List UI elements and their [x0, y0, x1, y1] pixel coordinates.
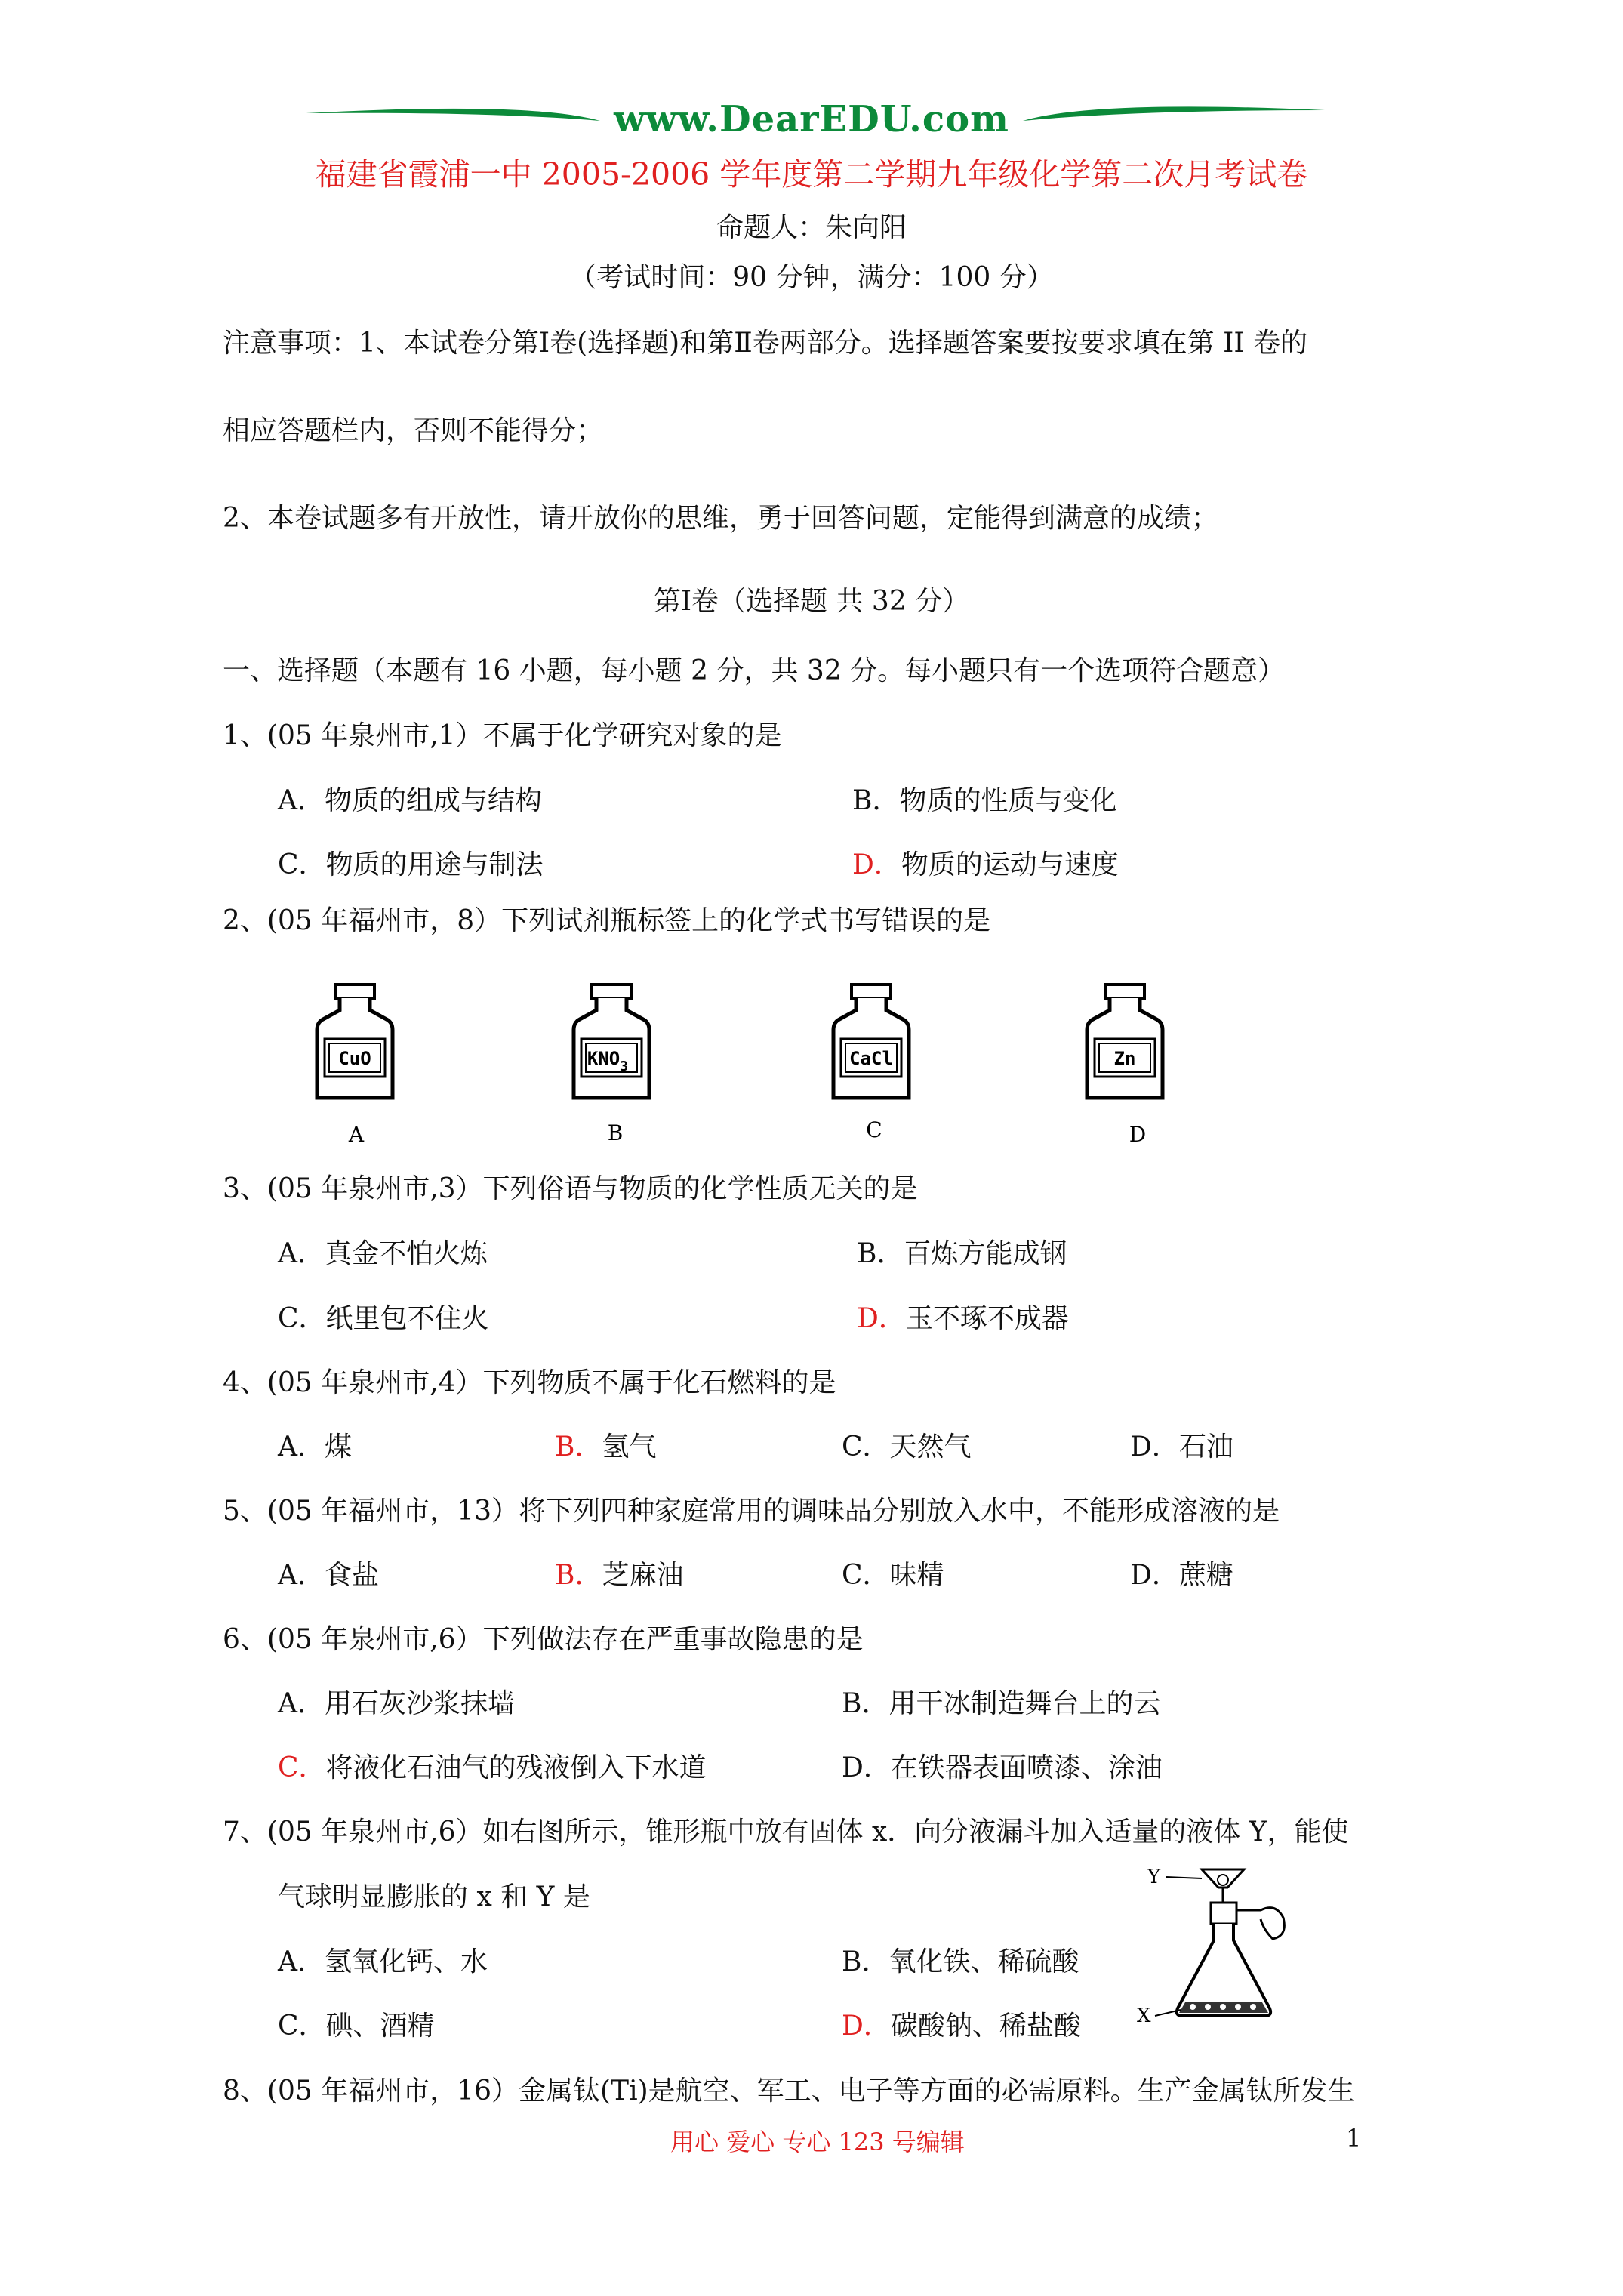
bottle-c — [833, 985, 909, 1098]
option-letter: B． — [852, 785, 900, 816]
flask-balloon-figure — [1132, 1857, 1306, 2039]
option-text: 物质的性质与变化 — [899, 785, 1117, 816]
q4-option-c — [842, 1432, 972, 1462]
option-letter: A． — [278, 1560, 325, 1591]
option-text: 将液化石油气的残液倒入下水道 — [325, 1752, 707, 1783]
option-letter: C． — [842, 1432, 890, 1462]
option-text: 真金不怕火炼 — [325, 1238, 488, 1269]
option-text: 煤 — [325, 1432, 353, 1462]
option-text: 天然气 — [889, 1432, 972, 1462]
notes-line-2: 相应答题栏内，否则不能得分； — [223, 415, 604, 446]
option-letter: C． — [278, 849, 326, 880]
subscript-3: 3 — [620, 1059, 629, 1074]
q8-stem: 8、(05 年福州市，16）金属钛(Ti)是航空、军工、电子等方面的必需原料。生产金属钛所发生 — [223, 2076, 1355, 2106]
q6-option-b — [842, 1689, 1160, 1719]
bottle-letter-a: A — [348, 1122, 365, 1147]
q6-stem: 6、(05 年泉州市,6）下列做法存在严重事故隐患的是 — [223, 1624, 864, 1655]
option-text: 玉不琢不成器 — [905, 1303, 1069, 1334]
option-text: 味精 — [889, 1560, 944, 1591]
q3-option-b — [857, 1239, 1067, 1269]
q3-option-c — [278, 1304, 489, 1334]
option-letter: C． — [278, 1303, 326, 1334]
option-text: 用干冰制造舞台上的云 — [888, 1688, 1161, 1719]
label-y: Y — [1147, 1866, 1161, 1888]
q1-option-c — [278, 850, 544, 880]
option-letter: B． — [857, 1238, 904, 1269]
q1-option-a — [278, 786, 542, 816]
q5-option-d — [1130, 1561, 1233, 1591]
option-letter: A． — [278, 1432, 325, 1462]
page-title: 福建省霞浦一中 2005-2006 学年度第二学期九年级化学第二次月考试卷 — [315, 156, 1308, 193]
bottle-letter-c: C — [866, 1117, 882, 1142]
reagent-bottles-figure — [310, 982, 1215, 1155]
option-letter-answer: D． — [842, 2011, 891, 2042]
q4-option-b — [555, 1432, 656, 1462]
option-letter-answer: C． — [278, 1752, 326, 1783]
option-letter: D． — [1130, 1432, 1179, 1462]
q6-option-d — [842, 1753, 1163, 1783]
option-text: 用石灰沙浆抹墙 — [325, 1688, 516, 1719]
q7-stem-line-2: 气球明显膨胀的 x 和 Y 是 — [278, 1881, 590, 1912]
q1-option-b — [852, 786, 1116, 816]
option-text: 氢气 — [602, 1432, 657, 1462]
q5-option-b — [555, 1561, 683, 1591]
bottle-label-b: $KNO_3$ — [587, 1048, 629, 1074]
q2-stem: 2、(05 年福州市，8）下列试剂瓶标签上的化学式书写错误的是 — [223, 905, 991, 936]
q1-stem: 1、(05 年泉州市,1）不属于化学研究对象的是 — [223, 720, 782, 751]
option-letter-answer: D． — [852, 849, 901, 880]
bottle-label-a: CuO — [338, 1048, 371, 1069]
balloon-tube — [1236, 1908, 1284, 1939]
q4-stem: 4、(05 年泉州市,4）下列物质不属于化石燃料的是 — [223, 1367, 836, 1398]
q3-option-a — [278, 1239, 488, 1269]
q7-option-d — [842, 2011, 1081, 2042]
option-letter: A． — [278, 1946, 325, 1977]
option-letter: C． — [842, 1560, 890, 1591]
page-number: 1 — [1346, 2124, 1362, 2153]
option-text: 氢氧化钙、水 — [325, 1946, 488, 1977]
q4-option-a — [278, 1432, 352, 1462]
author-line: 命题人：朱向阳 — [716, 212, 907, 243]
exam-info: （考试时间：90 分钟，满分：100 分） — [569, 262, 1054, 293]
option-letter-answer: D． — [857, 1303, 906, 1334]
option-letter: A． — [278, 785, 325, 816]
q5-stem: 5、(05 年福州市，13）将下列四种家庭常用的调味品分别放入水中，不能形成溶液的是 — [223, 1496, 1280, 1527]
notes-line-1: 注意事项：1、本试卷分第Ⅰ卷(选择题)和第Ⅱ卷两部分。选择题答案要按要求填在第 II 卷的 — [223, 328, 1308, 359]
option-text: 蔗糖 — [1178, 1560, 1233, 1591]
option-letter: B． — [842, 1688, 889, 1719]
option-text: 碘、酒精 — [325, 2011, 435, 2042]
option-letter: C． — [278, 2011, 326, 2042]
option-letter: D． — [1130, 1560, 1179, 1591]
q5-option-c — [842, 1561, 944, 1591]
section-heading: 一、选择题（本题有 16 小题，每小题 2 分，共 32 分。每小题只有一个选项符合题意） — [223, 655, 1286, 686]
option-letter: A． — [278, 1238, 325, 1269]
option-text: 碳酸钠、稀盐酸 — [890, 2011, 1081, 2042]
option-letter: D． — [842, 1752, 891, 1783]
bottle-d — [1087, 985, 1163, 1098]
q3-stem: 3、(05 年泉州市,3）下列俗语与物质的化学性质无关的是 — [223, 1173, 918, 1204]
q6-option-c — [278, 1753, 707, 1783]
q1-option-d — [852, 850, 1119, 880]
bottle-a — [317, 985, 393, 1098]
option-text: 物质的组成与结构 — [325, 785, 543, 816]
option-text: 氧化铁、稀硫酸 — [888, 1946, 1079, 1977]
site-banner[interactable]: www.DearEDU.com — [614, 98, 1009, 140]
option-letter-answer: B． — [555, 1432, 602, 1462]
option-letter: A． — [278, 1688, 325, 1719]
footer-text: 用心 爱心 专心 123 号编辑 — [670, 2128, 965, 2156]
q7-option-b — [842, 1947, 1079, 1977]
bottle-b — [574, 985, 649, 1098]
option-letter: B． — [842, 1946, 889, 1977]
bottle-letter-d: D — [1129, 1122, 1147, 1147]
option-text: 石油 — [1178, 1432, 1233, 1462]
option-letter-answer: B． — [555, 1560, 602, 1591]
option-text: 纸里包不住火 — [325, 1303, 489, 1334]
q3-option-d — [857, 1304, 1069, 1334]
option-text: 物质的运动与速度 — [901, 849, 1119, 880]
option-text: 食盐 — [325, 1560, 380, 1591]
stopper — [1211, 1903, 1236, 1924]
notes-line-3: 2、本卷试题多有开放性，请开放你的思维，勇于回答问题，定能得到满意的成绩； — [223, 503, 1218, 534]
option-text: 在铁器表面喷漆、涂油 — [890, 1752, 1163, 1783]
conical-flask — [1177, 1924, 1270, 2016]
q7-option-c — [278, 2011, 435, 2042]
option-text: 物质的用途与制法 — [325, 849, 544, 880]
q7-option-a — [278, 1947, 488, 1977]
label-x: X — [1137, 2005, 1151, 2027]
pointer-y — [1166, 1877, 1202, 1878]
bottle-label-d: Zn — [1113, 1048, 1136, 1069]
q7-stem-line-1: 7、(05 年泉州市,6）如右图所示，锥形瓶中放有固体 x．向分液漏斗加入适量的液体 Y，能使 — [223, 1817, 1349, 1848]
bottle-letter-b: B — [607, 1120, 624, 1145]
q6-option-a — [278, 1689, 515, 1719]
bottle-label-c: CaCl — [849, 1048, 893, 1069]
option-text: 芝麻油 — [602, 1560, 684, 1591]
q4-option-d — [1130, 1432, 1233, 1462]
option-text: 百炼方能成钢 — [904, 1238, 1067, 1269]
volume-title: 第Ⅰ卷（选择题 共 32 分） — [653, 586, 970, 617]
q5-option-a — [278, 1561, 379, 1591]
